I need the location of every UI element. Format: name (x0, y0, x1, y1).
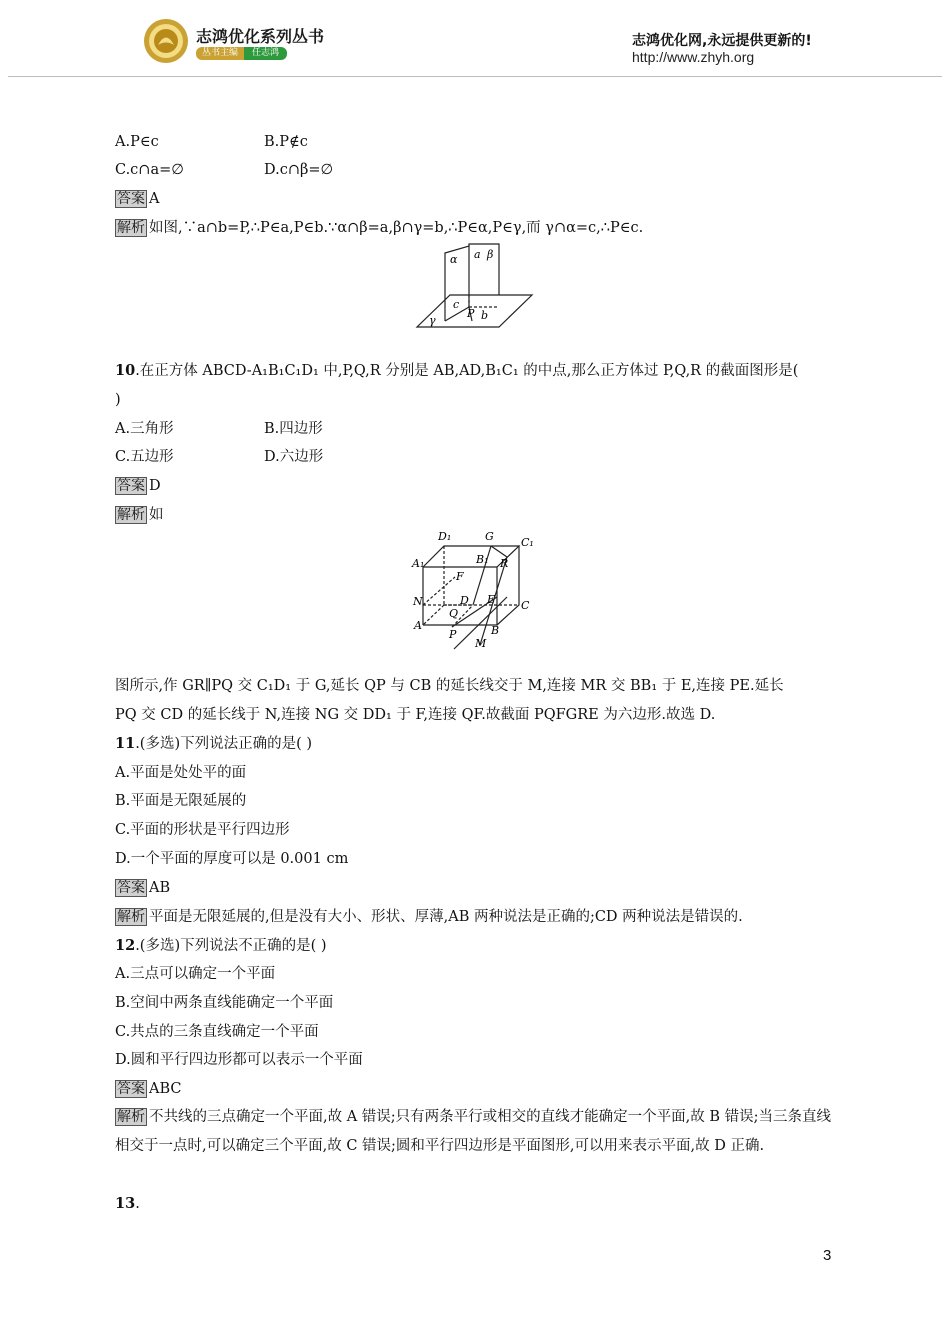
q10-analysis-text-start: 如 (149, 507, 164, 523)
editor-name: 任志鸿 (244, 47, 287, 60)
q12-answer-value: ABC (149, 1081, 182, 1097)
q11-number: 11 (115, 735, 136, 752)
cube-label-q: Q (449, 607, 459, 620)
q11-analysis-text: 平面是无限延展的,但是没有大小、形状、厚薄,AB 两种说法是正确的;CD 两种说法是错误的. (149, 909, 743, 925)
q10-analysis-start (115, 505, 164, 525)
cube-label-b1: B₁ (476, 553, 489, 566)
answer-tag: 答案 (117, 478, 145, 494)
cube-label-e: E (487, 593, 496, 606)
q10-stem (115, 361, 798, 381)
q11-answer (115, 878, 170, 898)
q10-option-b: B.四边形 (264, 421, 323, 437)
q10-option-a: A.三角形 (115, 421, 174, 437)
q9-answer (115, 189, 159, 209)
page-number: 3 (823, 1247, 832, 1264)
q10-number: 10 (115, 362, 136, 379)
q10-options-row2 (115, 447, 324, 467)
fig-label-beta: β (487, 248, 494, 261)
q13-number: 13 (115, 1195, 136, 1212)
answer-tag: 答案 (117, 880, 145, 896)
q10-analysis-line2: PQ 交 CD 的延长线于 N,连接 NG 交 DD₁ 于 F,连接 QF.故截面 PQFGRE 为六边形.故选 D. (115, 707, 716, 723)
q11-analysis (115, 907, 743, 927)
page-header (0, 0, 950, 80)
q9-option-c: C.c∩a=∅ (115, 162, 184, 178)
q9-answer-value: A (149, 191, 160, 207)
q10-cube-figure (411, 525, 541, 657)
fig-label-p: P (467, 307, 475, 320)
cube-label-c1: C₁ (521, 536, 534, 549)
q11-answer-value: AB (149, 880, 171, 896)
fig-label-gamma: γ (429, 314, 436, 327)
q9-options-row1 (115, 132, 308, 152)
q10-answer-value: D (149, 478, 161, 494)
q11-stem-text: .(多选)下列说法正确的是( ) (135, 736, 313, 752)
q12-stem (115, 936, 327, 956)
q9-analysis-text: 如图,∵a∩b=P,∴P∈a,P∈b.∵α∩β=a,β∩γ=b,∴P∈α,P∈γ,而 γ∩α=c,∴P∈c. (149, 220, 644, 236)
seal-logo-icon (143, 18, 189, 64)
analysis-tag: 解析 (117, 220, 145, 236)
q12-analysis (115, 1103, 835, 1161)
cube-label-r: R (500, 557, 509, 570)
q9-option-d: D.c∩β=∅ (264, 162, 334, 178)
analysis-tag: 解析 (117, 507, 145, 523)
q10-options-row1 (115, 419, 323, 439)
q9-planes-figure (415, 241, 535, 335)
cube-label-d1: D₁ (438, 530, 452, 543)
header-url-link[interactable]: http://www.zhyh.org (632, 49, 755, 65)
q9-option-a: A.P∈c (115, 134, 159, 150)
brand-title: 志鸿优化系列丛书 (196, 27, 325, 46)
fig-label-alpha: α (450, 253, 458, 266)
q12-option-b: B.空间中两条直线能确定一个平面 (115, 995, 334, 1011)
q11-option-b: B.平面是无限延展的 (115, 793, 247, 809)
q10-answer (115, 476, 161, 496)
q10-stem-end: ) (115, 392, 121, 408)
q13-stem-text: . (135, 1196, 140, 1212)
cube-label-p: P (449, 628, 457, 641)
cube-label-f: F (456, 570, 464, 583)
q12-number: 12 (115, 937, 136, 954)
cube-label-n: N (413, 595, 423, 608)
q10-option-c: C.五边形 (115, 449, 174, 465)
cube-label-a: A (414, 619, 422, 632)
analysis-tag: 解析 (117, 909, 145, 925)
q9-options-row2 (115, 160, 334, 180)
fig-label-c: c (453, 298, 460, 311)
q11-option-a: A.平面是处处平的面 (115, 765, 247, 781)
q10-stem-text: .在正方体 ABCD-A₁B₁C₁D₁ 中,P,Q,R 分别是 AB,AD,B₁C₁ 的中点,那么正方体过 P,Q,R 的截面图形是( (135, 363, 799, 379)
fig-label-a: a (474, 248, 481, 261)
answer-tag: 答案 (117, 1081, 145, 1097)
q11-option-d: D.一个平面的厚度可以是 0.001 cm (115, 851, 349, 867)
q11-option-c: C.平面的形状是平行四边形 (115, 822, 290, 838)
q9-analysis (115, 218, 643, 238)
q10-analysis-line1: 图所示,作 GR∥PQ 交 C₁D₁ 于 G,延长 QP 与 CB 的延长线交于 M,连接 MR 交 BB₁ 于 E,连接 PE.延长 (115, 678, 784, 694)
cube-label-c: C (521, 599, 530, 612)
q12-stem-text: .(多选)下列说法不正确的是( ) (135, 938, 327, 954)
q12-answer (115, 1079, 182, 1099)
q13-stem (115, 1194, 140, 1214)
q12-option-d: D.圆和平行四边形都可以表示一个平面 (115, 1052, 363, 1068)
q10-option-d: D.六边形 (264, 449, 324, 465)
header-divider (8, 76, 942, 77)
editor-badge (196, 47, 287, 60)
q12-analysis-text: 不共线的三点确定一个平面,故 A 错误;只有两条平行或相交的直线才能确定一个平面,故 B 错误;当三条直线相交于一点时,可以确定三个平面,故 C 错误;圆和平行四边形是平面图形,可以用来表示平面,故 D 正确. (115, 1109, 832, 1154)
analysis-tag: 解析 (117, 1109, 145, 1125)
cube-label-m: M (475, 637, 487, 650)
q12-option-c: C.共点的三条直线确定一个平面 (115, 1024, 319, 1040)
q12-option-a: A.三点可以确定一个平面 (115, 966, 276, 982)
cube-label-g: G (485, 530, 494, 543)
q11-stem (115, 734, 312, 754)
q9-option-b: B.P∉c (264, 134, 308, 150)
editor-label: 丛书主编 (196, 47, 244, 60)
cube-label-d: D (460, 594, 469, 607)
header-slogan: 志鸿优化网,永远提供更新的! (632, 33, 812, 49)
cube-label-a1: A₁ (412, 557, 425, 570)
fig-label-b: b (481, 309, 489, 322)
cube-label-b: B (491, 624, 500, 637)
answer-tag: 答案 (117, 191, 145, 207)
